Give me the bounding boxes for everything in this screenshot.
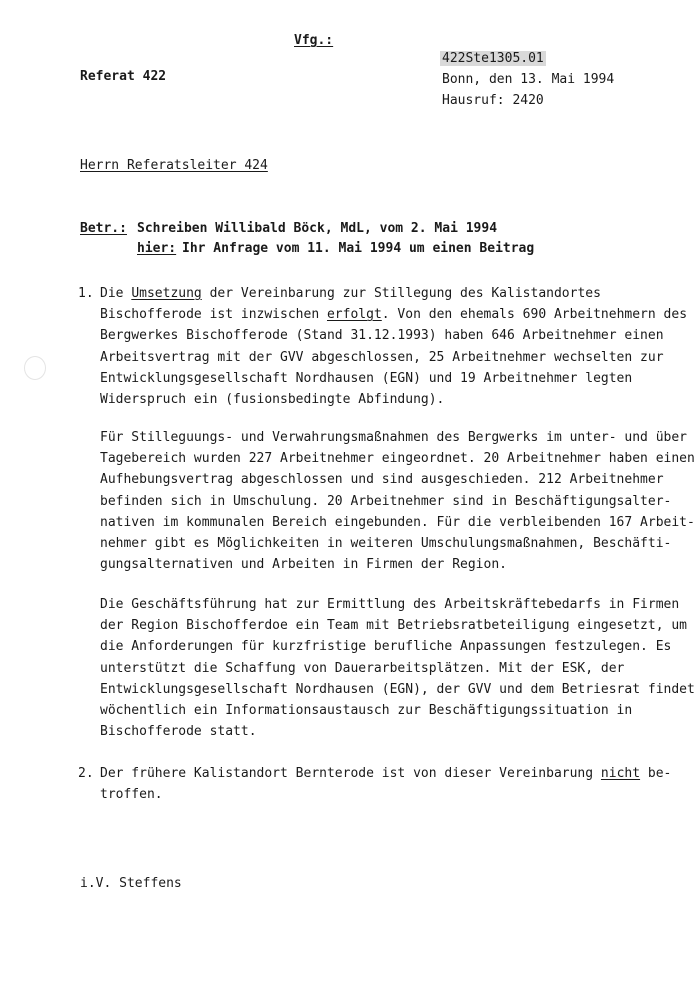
paragraph-line: wöchentlich ein Informationsaustausch zur Beschäftigungssituation in [100,703,633,719]
subject-label: Betr.: [80,221,127,236]
paragraph-line: Widerspruch ein (fusionsbedingte Abfindung). [100,392,445,408]
paragraph-line: Arbeitsvertrag mit der GVV abgeschlossen, 25 Arbeitnehmer wechselten zur [100,349,664,365]
item-1-paragraph-3 [100,594,695,742]
paragraph-line: nativen im kommunalen Bereich eingebunden. Für die verbleibenden 167 Arbeit- [100,514,695,530]
paragraph-line: Für Stilleguungs- und Verwahrungsmaßnahmen des Bergwerks im unter- und über [100,430,687,445]
department-label: Referat 422 [80,69,167,84]
paragraph-line: Die Umsetzung der Vereinbarung zur Stillegung des Kalistandortes [100,286,601,301]
paragraph-line: Entwicklungsgesellschaft Nordhausen (EGN), der GVV und dem Betriesrat findet [100,681,695,697]
item-1-paragraph-2 [100,427,695,575]
subject-line: Schreiben Willibald Böck, MdL, vom 2. Mai 1994 [137,221,498,236]
reference-id: 422Ste1305.01 [442,51,544,66]
paragraph-line: Aufhebungsvertrag abgeschlossen und sind ausgeschieden. 212 Arbeitnehmer [100,472,664,488]
paragraph-line: unterstützt die Schaffung von Dauerarbeitsplätzen. Mit der ESK, der [100,660,625,676]
subject-hier-label: hier: [137,241,177,256]
paragraph-line: Bischofferode statt. [100,724,257,740]
paragraph-line: Bischofferode ist inzwischen erfolgt. Von den ehemals 690 Arbeitnehmern des [100,307,688,323]
item-1-number: 1. [78,286,94,301]
extension: Hausruf: 2420 [442,93,544,108]
paragraph-line: nehmer gibt es Möglichkeiten in weiteren Umschulungsmaßnahmen, Beschäfti- [100,536,672,552]
paragraph-line: der Region Bischofferdoe ein Team mit Betriebsratbeteiligung eingesetzt, um [100,618,687,634]
item-2-number: 2. [78,766,94,781]
signature: i.V. Steffens [80,876,182,891]
subject-hier-line: Ihr Anfrage vom 11. Mai 1994 um einen Beitrag [182,241,535,256]
item-2-paragraph [100,763,672,805]
paragraph-line: Der frühere Kalistandort Bernterode ist von dieser Vereinbarung nicht be- [100,766,672,781]
paragraph-line: Die Geschäftsführung hat zur Ermittlung des Arbeitskräftebedarfs in Firmen [100,597,680,612]
paragraph-line: Bergwerkes Bischofferode (Stand 31.12.1993) haben 646 Arbeitnehmer einen [100,328,664,344]
punch-hole-mark [24,356,46,380]
paragraph-line: Entwicklungsgesellschaft Nordhausen (EGN) und 19 Arbeitnehmer legten [100,370,633,386]
place-date: Bonn, den 13. Mai 1994 [442,72,615,87]
recipient: Herrn Referatsleiter 424 [80,158,268,173]
paragraph-line: Tagebereich wurden 227 Arbeitnehmer eingeordnet. 20 Arbeitnehmer haben einen [100,451,695,467]
vfg-label: Vfg.: [294,33,334,48]
item-1-paragraph-1 [100,283,688,410]
paragraph-line: die Anforderungen für kurzfristige berufliche Anpassungen festzulegen. Es [100,639,672,655]
paragraph-line: befinden sich in Umschulung. 20 Arbeitnehmer sind in Beschäftigungsalter- [100,493,672,509]
paragraph-line: gungsalternativen und Arbeiten in Firmen der Region. [100,557,507,573]
paragraph-line: troffen. [100,787,163,803]
